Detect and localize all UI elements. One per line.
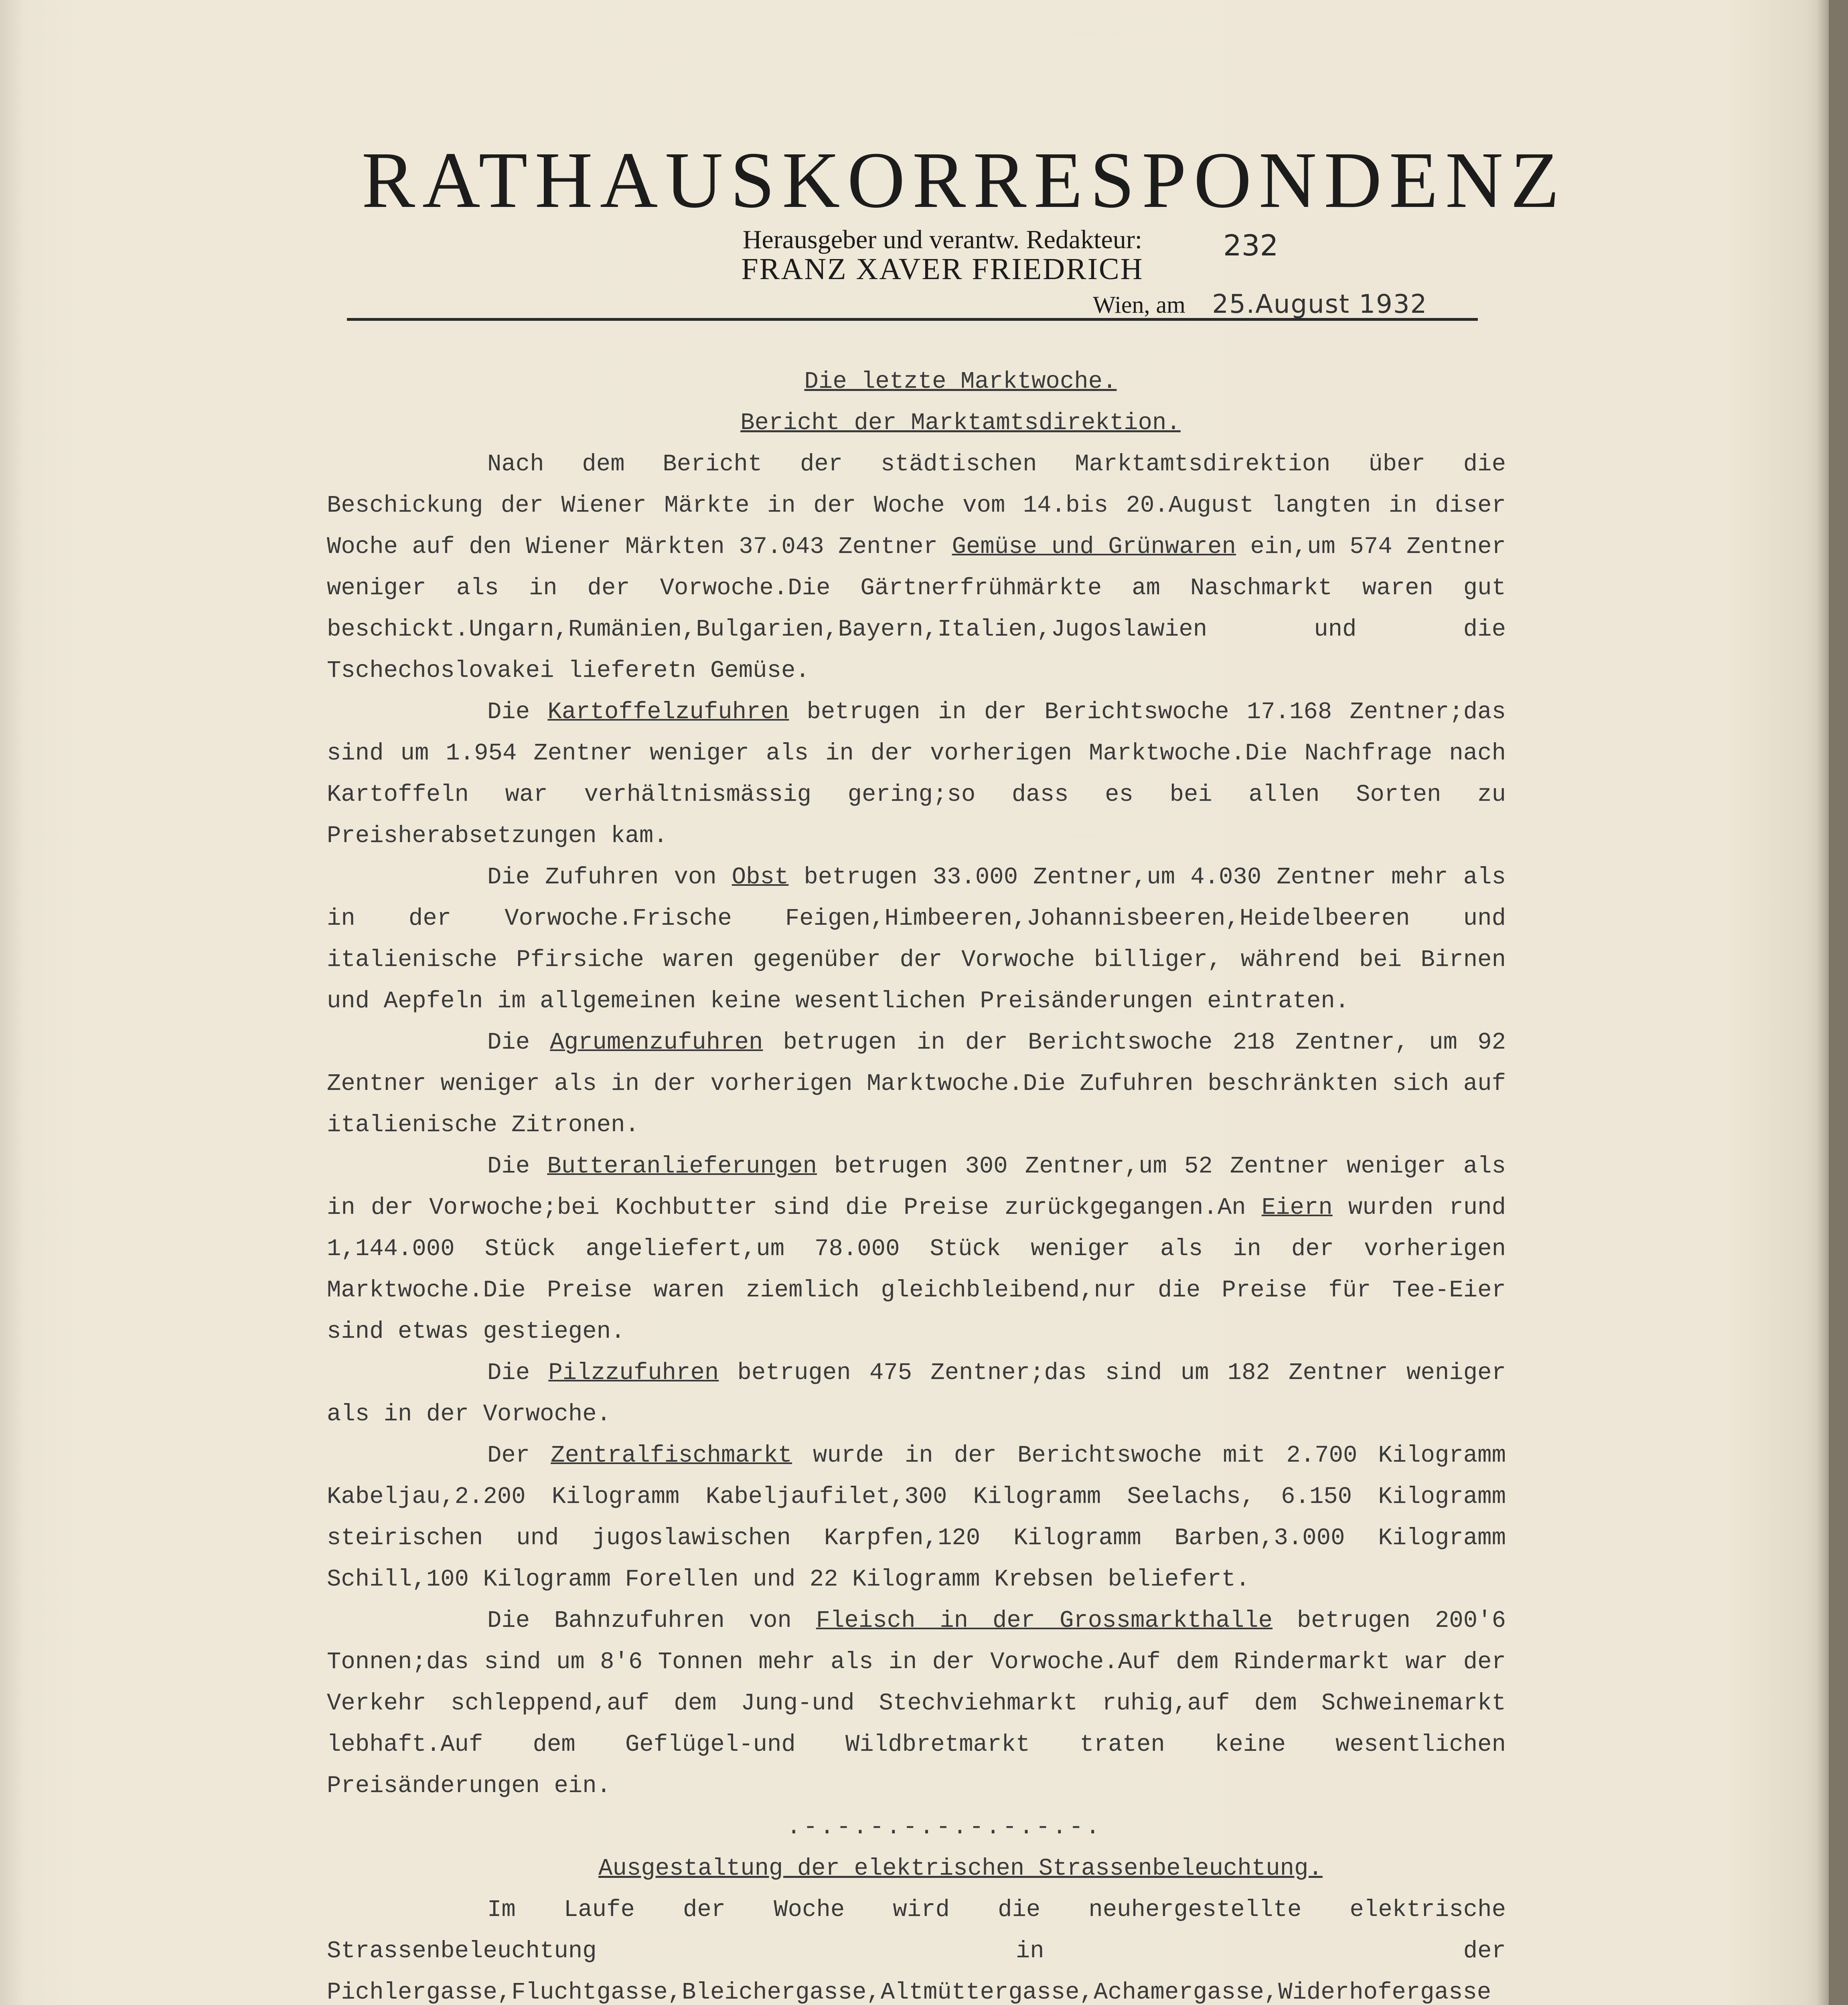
text-run: betrugen 200'6 Tonnen;das sind um 8'6 Tonnen mehr als in der Vorwoche.Auf dem Rindermarkt war der Verkehr schleppend,auf dem Jung-und Stechviehmarkt ruhig,auf dem Schweinemarkt lebhaft.Auf dem Geflügel-und Wildbretmarkt traten keine wesentlichen Preisänderungen ein. xyxy=(327,1607,1506,1799)
date-line xyxy=(1093,290,1474,321)
paragraph-gemuese xyxy=(327,444,1506,691)
text-run: Die Bahnzufuhren von xyxy=(487,1607,816,1634)
editor-name: FRANZ XAVER FRIEDRICH xyxy=(741,252,1144,286)
text-run: betrugen 300 Zentner,um 52 Zentner weniger als in der Vorwoche;bei Kochbutter sind die Preise zurückgegangen.An xyxy=(327,1153,1506,1221)
text-run: betrugen in der Berichtswoche 218 Zentner, um 92 Zentner weniger als in der vorherigen Marktwoche.Die Zufuhren beschränkten sich auf italienische Zitronen. xyxy=(327,1029,1506,1138)
text-run: Die Zufuhren von xyxy=(487,864,732,891)
underlined-term: Butteranlieferungen xyxy=(547,1153,817,1180)
section-separator: .-.-.-.-.-.-.-.-.-. xyxy=(786,1814,1102,1841)
text-run: ein,um 574 Zentner weniger als in der Vorwoche.Die Gärtnerfrühmärkte am Naschmarkt waren gut beschickt.Ungarn,Rumänien,Bulgarien,Bayern,Italien,Jugoslawien und die Tschechoslovakei lieferetn Gemüse. xyxy=(327,533,1506,684)
text-run: wurden rund 1,144.000 Stück angeliefert,um 78.000 Stück weniger als in der vorherigen Marktwoche.Die Preise waren ziemlich gleichbleibend,nur die Preise für Tee-Eier sind etwas gestiegen. xyxy=(327,1194,1506,1345)
paragraph-kartoffel xyxy=(327,691,1506,857)
date-value: 25.August 1932 xyxy=(1191,290,1448,321)
text-run: wurde in der Berichtswoche mit 2.700 Kilogramm Kabeljau,2.200 Kilogramm Kabeljaufilet,300 Kilogramm Seelachs, 6.150 Kilogramm steirischen und jugoslawischen Karpfen,120 Kilogramm Barben,3.000 Kilogramm Schill,100 Kilogramm Forellen und 22 Kilogramm Krebsen beliefert. xyxy=(327,1442,1506,1593)
text-run: betrugen in der Berichtswoche 17.168 Zentner;das sind um 1.954 Zentner weniger als in der vorherigen Marktwoche.Die Nachfrage nach Kartoffeln war verhältnismässig gering;so dass es bei allen Sorten zu Preisherabsetzungen kam. xyxy=(327,699,1506,849)
underlined-term: Gemüse und Grünwaren xyxy=(952,533,1236,560)
underlined-term: Zentralfischmarkt xyxy=(551,1442,792,1469)
underlined-term: Kartoffelzufuhren xyxy=(547,699,789,725)
underlined-term: Pilzzufuhren xyxy=(548,1359,719,1386)
article-heading-beleuchtung: Ausgestaltung der elektrischen Strassenbeleuchtung. xyxy=(598,1855,1323,1882)
text-run: betrugen 33.000 Zentner,um 4.030 Zentner mehr als in der Vorwoche.Frische Feigen,Himbeeren,Johannisbeeren,Heidelbeeren und italienische Pfirsiche waren gegenüber der Vorwoche billiger, während bei Birnen und Aepfeln im allgemeinen keine wesentlichen Preisänderungen eintraten. xyxy=(327,864,1506,1015)
paragraph-butter-eier xyxy=(327,1146,1506,1352)
text-run: Die xyxy=(487,1153,547,1180)
page-edge-shadow xyxy=(1817,0,1829,2005)
underlined-term: Agrumenzufuhren xyxy=(550,1029,763,1056)
underlined-term: Eiern xyxy=(1261,1194,1333,1221)
paragraph-obst xyxy=(327,857,1506,1022)
text-run: Die xyxy=(487,1029,550,1056)
text-run: Die xyxy=(487,699,548,725)
paragraph-fischmarkt xyxy=(327,1435,1506,1600)
publisher-label: Herausgeber und verantw. Redakteur: xyxy=(742,225,1143,254)
page-number: 232 xyxy=(1223,229,1279,262)
underlined-term: Fleisch in der Grossmarkthalle xyxy=(816,1607,1273,1634)
header-rule xyxy=(347,318,1478,321)
date-prefix: Wien, am xyxy=(1093,292,1185,318)
text-run: Der xyxy=(487,1442,551,1469)
paragraph-fleisch xyxy=(327,1600,1506,1807)
underlined-term: Obst xyxy=(732,864,789,891)
article-subheading-marktamt: Bericht der Marktamtsdirektion. xyxy=(740,409,1181,436)
paragraph-agrumen xyxy=(327,1022,1506,1146)
text-run: Nach dem Bericht der städtischen Marktamtsdirektion über die Beschickung der Wiener Märkte in der Woche vom 14.bis 20.August langten in diser Woche auf den Wiener Märkten 37.043 Zentner xyxy=(327,451,1506,560)
paragraph-beleuchtung: Im Laufe der Woche wird die neuhergestellte elektrische Strassenbeleuchtung in der Pichlergasse,Fluchtgasse,Bleichergasse,Altmüttergasse,Achamergasse,Widerhofergasse xyxy=(327,1896,1506,2005)
body-text xyxy=(327,361,1506,2005)
article-heading-marktwoche: Die letzte Marktwoche. xyxy=(804,368,1117,395)
text-run: betrugen 475 Zentner;das sind um 182 Zentner weniger als in der Vorwoche. xyxy=(327,1359,1506,1428)
text-run: Die xyxy=(487,1359,549,1386)
masthead-title: RATHAUSKORRESPONDENZ xyxy=(361,136,1567,225)
paragraph-pilze xyxy=(327,1352,1506,1435)
